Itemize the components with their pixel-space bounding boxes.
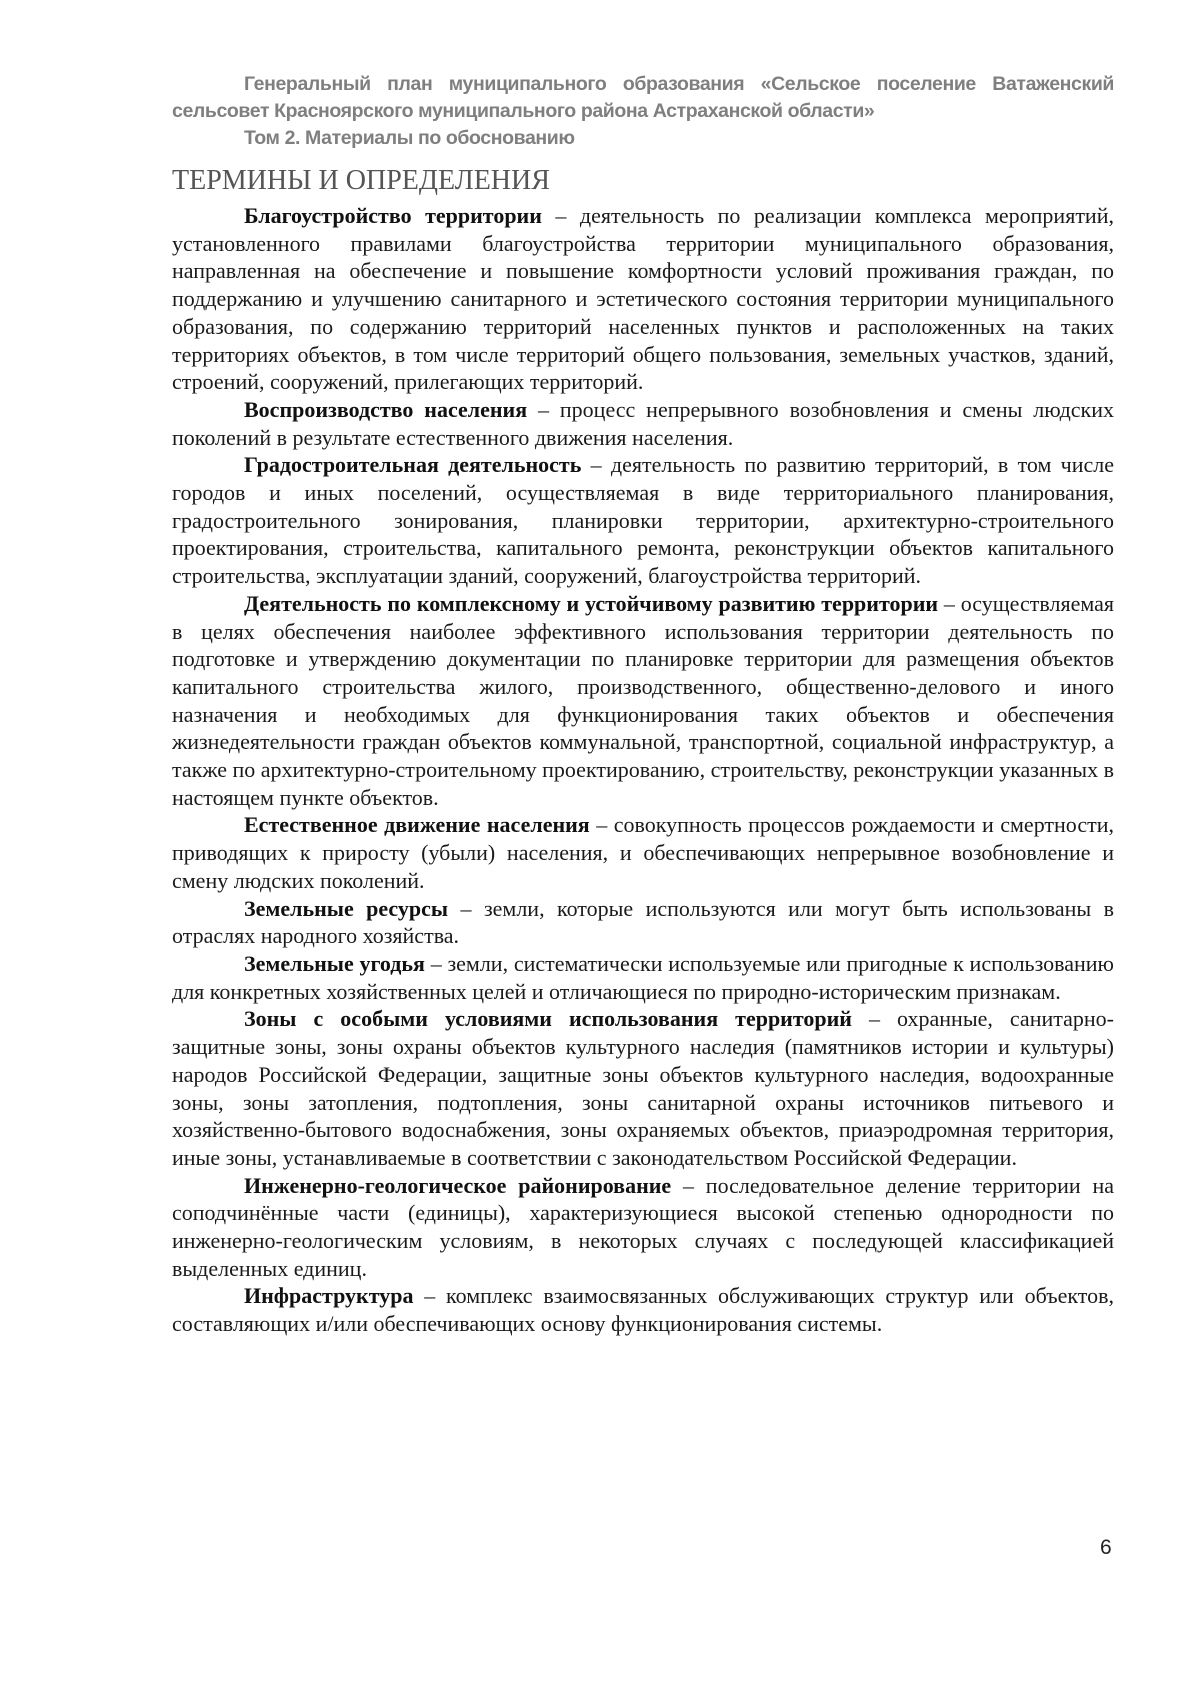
term-definition: – комплекс взаимосвязанных обслуживающих структур или объектов, составляющих и/или обеспечивающих основу функционирования системы. bbox=[172, 1283, 1114, 1337]
term-entry bbox=[172, 1005, 1114, 1171]
term-name: Естественное движение населения bbox=[244, 812, 590, 838]
plan-title: Генеральный план муниципального образования «Сельское поселение Ватаженский сельсовет Красноярского муниципального района Астраханской области» bbox=[172, 73, 1114, 122]
term-definition: – осуществляемая в целях обеспечения наиболее эффективного использования территории деятельность по подготовке и утверждению документации по планировке территории для размещения объектов капитального строительства жилого, производственного, общественно-делового и иного назначения и необходимых для функционирования таких объектов и обеспечения жизнедеятельности граждан объектов коммунальной, транспортной, социальной инфраструктур, а также по архитектурно-строительному проектированию, строительству, реконструкции указанных в настоящем пункте объектов. bbox=[172, 590, 1114, 810]
term-name: Воспроизводство населения bbox=[244, 396, 528, 422]
term-name: Благоустройство территории bbox=[244, 203, 542, 228]
term-entry bbox=[172, 1282, 1114, 1337]
term-name: Деятельность по комплексному и устойчивому развитию территории bbox=[244, 590, 939, 616]
term-entry bbox=[172, 451, 1114, 590]
term-definition: – охранные, санитарно-защитные зоны, зоны охраны объектов культурного наследия (памятников истории и культуры) народов Российской Федерации, защитные зоны объектов культурного наследия, водоохранные зоны, зоны затопления, подтопления, зоны санитарной охраны источников питьевого и хозяйственно-бытового водоснабжения, зоны охраняемых объектов, приаэродромная территория, иные зоны, устанавливаемые в соответствии с законодательством Российской Федерации. bbox=[172, 1006, 1114, 1170]
term-name: Зоны с особыми условиями использования территорий bbox=[244, 1006, 852, 1032]
term-name: Инженерно-геологическое районирование bbox=[244, 1172, 672, 1198]
term-name: Градостроительная деятельность bbox=[244, 452, 582, 478]
document-header bbox=[172, 71, 1114, 152]
term-definition: – деятельность по реализации комплекса мероприятий, установленного правилами благоустройства территории муниципального образования, направленная на обеспечение и повышение комфортности условий проживания граждан, по поддержанию и улучшению санитарного и эстетического состояния территории муниципального образования, по содержанию территорий населенных пунктов и расположенных на таких территориях объектов, в том числе территорий общего пользования, земельных участков, зданий, строений, сооружений, прилегающих территорий. bbox=[172, 203, 1114, 395]
term-entry bbox=[172, 895, 1114, 950]
term-entry bbox=[172, 811, 1114, 894]
term-entry bbox=[172, 202, 1114, 396]
term-definition: – совокупность процессов рождаемости и смертности, приводящих к приросту (убыли) населения, и обеспечивающих непрерывное возобновление и смену людских поколений. bbox=[172, 812, 1114, 893]
section-title: ТЕРМИНЫ И ОПРЕДЕЛЕНИЯ bbox=[172, 165, 550, 196]
term-definition: – земли, которые используются или могут быть использованы в отраслях народного хозяйства. bbox=[172, 895, 1115, 949]
term-entry bbox=[172, 950, 1114, 1005]
term-definition: – деятельность по развитию территорий, в том числе городов и иных поселений, осуществляемая в виде территориального планирования, градостроительного зонирования, планировки территории, архитектурно-строительного проектирования, строительства, капитального ремонта, реконструкции объектов капитального строительства, эксплуатации зданий, сооружений, благоустройства территорий. bbox=[172, 452, 1115, 589]
term-definition: – последовательное деление территории на соподчинённые части (единицы), характеризующиеся высокой степенью однородности по инженерно-геологическим условиям, в некоторых случаях с последующей классификацией выделенных единиц. bbox=[172, 1172, 1114, 1281]
page-number: 6 bbox=[1100, 1536, 1112, 1559]
term-entry bbox=[172, 396, 1114, 451]
term-name: Земельные ресурсы bbox=[244, 895, 449, 921]
term-entry bbox=[172, 1172, 1114, 1283]
term-name: Земельные угодья bbox=[244, 950, 425, 976]
terms-list bbox=[172, 202, 1114, 1338]
volume-title: Том 2. Материалы по обоснованию bbox=[244, 127, 575, 149]
term-definition: – земли, систематически используемые или пригодные к использованию для конкретных хозяйственных целей и отличающиеся по природно-историческим признакам. bbox=[172, 950, 1114, 1004]
term-definition: – процесс непрерывного возобновления и смены людских поколений в результате естественного движения населения. bbox=[172, 396, 1114, 450]
term-name: Инфраструктура bbox=[244, 1283, 414, 1309]
term-entry bbox=[172, 590, 1114, 812]
